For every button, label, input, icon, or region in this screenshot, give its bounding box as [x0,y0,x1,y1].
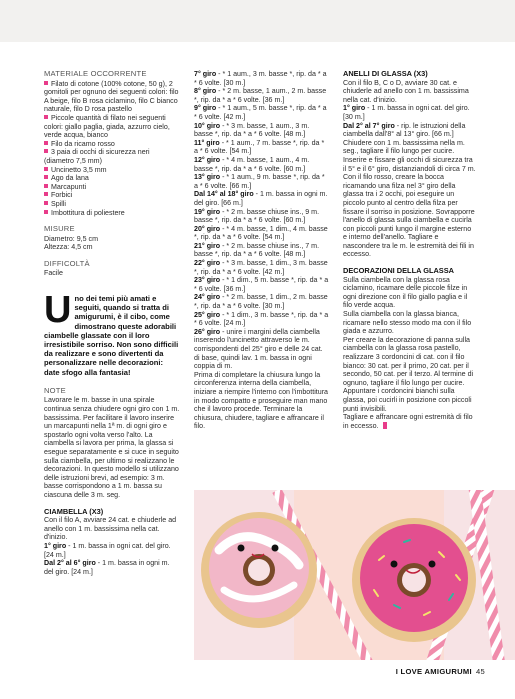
bullet-square-icon [44,201,48,205]
glassa-text: Con il filo B, C o D, avviare 30 cat. e chiuderle ad anello con 1 m. bassissima nella cat. d'inizio. [343,78,469,104]
bullet-square-icon [44,192,48,196]
end-mark-icon [383,422,387,429]
round-item: 1° giro - 1 m. bassa in ogni cat. del giro. [24 m.] [44,541,171,559]
round-item: 12° giro - * 4 m. basse, 1 aum., 4 m. basse *, rip. da * a * 6 volte. [60 m.] [194,155,310,173]
column-right [343,70,476,430]
ciambella-heading: CIAMBELLA (X3) [44,506,104,516]
bullet-square-icon [44,210,48,214]
measure-diameter: Diametro: 9,5 cm [44,234,99,243]
intro-paragraph: Uno dei temi più amati e seguiti, quando si tratta di amigurumi, è il cibo, come dimostrano queste adorabili ciambelle glassate con il loro irresistibile sorriso. Non sono difficili da realizzare e sono divertenti da personalizzare nelle decorazioni: date sfogo alla fantasia! [44,289,179,377]
drop-cap: U [44,289,72,332]
list-item: Forbici [44,191,180,200]
column-middle [194,70,330,431]
materials-heading: MATERIALE OCCORRENTE [44,69,147,78]
page-number: 45 [475,667,485,676]
round-item: Dal 14° al 18° giro - 1 m. bassa in ogni m. del giro. [66 m.] [194,190,328,207]
bullet-square-icon [44,184,48,188]
list-item: 3 paia di occhi di sicurezza neri (diametro 7,5 mm) [44,148,150,165]
closing-text: Prima di completare la chiusura lungo la circonferenza interna della ciambella, iniziare a riempire l'interno con l'imbottitura in modo compatto e proseguire man mano che il lavoro procede. Terminare la chiusura, chiudere, tagliare e affrancare il filo. [194,370,328,431]
bullet-square-icon [44,175,48,179]
top-strip [0,0,515,42]
round-item: 9° giro - * 1 aum., 5 m. basse *, rip. da * a * 6 volte. [42 m.] [194,104,327,121]
list-item: Marcapunti [44,183,180,192]
materials-list [44,80,180,218]
magazine-name: I LOVE AMIGURUMI [395,667,472,676]
ciambella-text: Con il filo A, avviare 24 cat. e chiuderle ad anello con 1 m. bassissima nella cat. d'inizio. [44,516,177,542]
round-item: 7° giro - * 1 aum., 3 m. basse *, rip. da * a * 6 volte. [30 m.] [194,70,327,87]
notes-text: Lavorare le m. basse in una spirale continua senza chiudere ogni giro con 1 m. bassissima. Per facilitare il lavoro inserire un marcapunti nella 1ª m. di ogni giro e spostarlo ogni volta verso l'alto. La ciambella si lavora per prima, la glassa si esegue separatamente e si cuce in seguito sulla ciambella, per ultimo si realizzano le decorazioni. In questo modello si utilizzano delle istruzioni brevi, ad esempio: 3 m. basse corrispondono a 1 m. bassa su ciascuna delle 3 m. seg. [44,396,180,500]
list-item: Ago da lana [44,174,180,183]
decorazioni-p4: Tagliare e affrancare ogni estremità di filo in eccesso. [343,413,473,430]
list-item: Imbottitura di poliestere [44,209,180,218]
round-item: 22° giro - * 3 m. basse, 1 dim., 3 m. basse *, rip. da * a * 6 volte. [42 m.] [194,259,328,276]
donut-left-icon [201,512,317,628]
round-item: 8° giro - * 2 m. basse, 1 aum., 2 m. basse *, rip. da * a * 6 volte. [36 m.] [194,87,327,104]
glassa-heading: ANELLI DI GLASSA (X3) [343,69,428,78]
round-item: 11° giro - * 1 aum., 7 m. basse *, rip. da * a * 6 volte. [54 m.] [194,138,325,156]
measure-height: Altezza: 4,5 cm [44,243,93,252]
difficulty-heading: DIFFICOLTÀ [44,258,90,268]
round-item: 24° giro - * 2 m. basse, 1 dim., 2 m. basse *, rip. da * a * 6 volte. [30 m.] [194,293,328,311]
measures-heading: MISURE [44,224,75,234]
notes-heading: NOTE [44,385,66,395]
round-item: 19° giro - * 2 m. basse chiuse ins., 9 m. basse *, rip. da * a * 6 volte. [60 m.] [194,207,320,225]
bullet-square-icon [44,81,48,85]
decorazioni-p2: Sulla ciambella con la glassa bianca, ricamare nello stesso modo ma con il filo giada e azzurro. [343,310,472,336]
decorazioni-p1: Sulla ciambella con la glassa rosa ciclamino, ricamare delle piccole filze in ogni direzione con il filo giallo paglia e il filo verde acqua. [343,275,468,310]
round-item: 23° giro - * 1 dim., 5 m. basse *, rip. da * a * 6 volte. [36 m.] [194,276,329,293]
page-footer [396,667,485,676]
list-item: Spilli [44,200,180,209]
column-left [44,70,180,576]
round-item: 21° giro - * 2 m. basse chiuse ins., 7 m. basse *, rip. da * a * 6 volte. [48 m.] [194,241,320,259]
list-item: Filo da ricamo rosso [44,140,180,149]
donut-right-icon [352,518,476,642]
decorazioni-heading: DECORAZIONI DELLA GLASSA [343,266,454,276]
list-item: Uncinetto 3,5 mm [44,166,180,175]
round-item: Dal 2° al 7° giro - rip. le istruzioni della ciambella dall'8° al 13° giro. [66 m.] Chiudere con 1 m. bassissima nella m. seg., tagliare il filo lungo per cucire. Inserire e fissare gli occhi di sicurezza tra il 5° e il 6° giro, distanziandoli di circa 7 m. Con il filo rosso, creare la bocca ricamando una filza nel 3° giro della glassa tra i 2 occhi, poi eseguire un piccolo punto al centro della filza per fissare il sorriso in posizione. Sovrapporre l'anello di glassa sulla ciambella e cucirla con piccoli punti lungo il margine esterno e interno dell'anello. Tagliare e nascondere tra le m. le estremità dei fili in eccesso. [343,121,476,259]
round-item: 13° giro - * 1 aum., 9 m. basse *, rip. da * a * 6 volte. [66 m.] [194,173,325,190]
decorazioni-p3: Per creare la decorazione di panna sulla ciambella con la glassa rosa pastello, realizzare 3 cordoncini di cat. con il filo bianco: 30 cat. per il primo, 20 cat. per il secondo, 50 cat. per il terzo. Al termine di ognuno, tagliare il filo lungo per cucire. Appuntare i cordoncini bianchi sulla glassa, poi cucirli in posizione con piccoli punti invisibili. [343,335,474,413]
round-item: 26° giro - unire i margini della ciambella inserendo l'uncinetto attraverso le m. corrispondenti del 25° giro e delle 24 cat. di base, quindi lav. 1 m. bassa in ogni coppia di m. [194,327,323,371]
round-item: 1° giro - 1 m. bassa in ogni cat. del giro. [30 m.] [343,104,470,121]
round-item: 10° giro - * 3 m. basse, 1 aum., 3 m. basse *, rip. da * a * 6 volte. [48 m.] [194,121,310,139]
list-item: Filato di cotone (100% cotone, 50 g), 2 gomitoli per ognuno dei seguenti colori: filo A beige, filo B rosa ciclamino, filo C bianco naturale, filo D rosa pastello [44,79,179,114]
donuts-photo [194,490,515,660]
bullet-square-icon [44,141,48,145]
list-item: Piccole quantità di filato nei seguenti colori: giallo paglia, giada, azzurro cielo, verde acqua, bianco [44,113,170,140]
round-item: 20° giro - * 4 m. basse, 1 dim., 4 m. basse *, rip. da * a * 6 volte. [54 m.] [194,224,328,242]
round-item: Dal 2° al 6° giro - 1 m. bassa in ogni m. del giro. [24 m.] [44,559,170,576]
difficulty-value: Facile [44,269,63,278]
bullet-square-icon [44,149,48,153]
bullet-square-icon [44,167,48,171]
donuts-illustration [194,490,515,660]
bullet-square-icon [44,115,48,119]
round-item: 25° giro - * 1 dim., 3 m. basse *, rip. da * a * 6 volte. [24 m.] [194,310,329,328]
